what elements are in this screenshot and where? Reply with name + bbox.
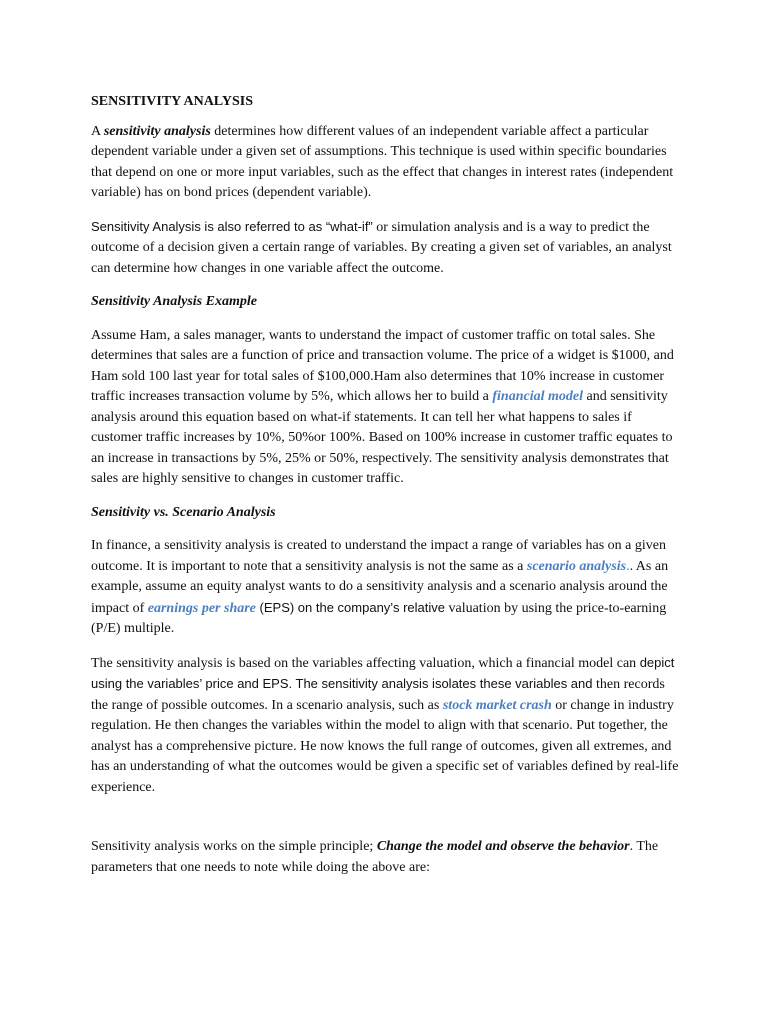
page-title: SENSITIVITY ANALYSIS — [91, 94, 253, 109]
principle-paragraph — [91, 837, 683, 878]
example-heading: Sensitivity Analysis Example — [91, 294, 257, 309]
scenario-analysis-link[interactable]: scenario analysis — [526, 558, 627, 574]
intro-term: sensitivity analysis — [103, 123, 211, 139]
comparison-text-after: valuation by using the price-to-earning (P/E) multiple. — [91, 600, 667, 636]
what-if-paragraph — [91, 217, 683, 280]
intro-paragraph — [91, 122, 683, 204]
valuation-text-before: The sensitivity analysis is based on the variables affecting valuation, which a financial model can — [91, 655, 640, 671]
stock-market-crash-link[interactable]: stock market crash — [442, 697, 552, 713]
principle-text-before: Sensitivity analysis works on the simple principle; — [91, 839, 377, 854]
valuation-text-mid: then records the range of possible outcomes. In a scenario analysis, such as — [91, 677, 665, 713]
scenario-analysis-period: . — [626, 558, 630, 574]
intro-text: determines how different values of an independent variable affect a particular dependent variable under a given set of assumptions. This technique is used within specific boundaries that depend on one or more input variables, such as the effect that changes in interest rates (independent variable) has on bond prices (dependent variable). — [91, 123, 674, 200]
document-page — [91, 92, 683, 891]
comparison-paragraph — [91, 536, 683, 640]
valuation-calibri-text: depict using the variables’ price and EPS. The sensitivity analysis isolates these variables and — [91, 654, 675, 691]
example-text-after: and sensitivity analysis around this equation based on what-if statements. It can tell her what happens to sales if customer traffic increases by 10%, 50%or 100%. Based on 100% increase in customer traffic equates to an increase in transactions by 5%, 25% or 50%, respectively. The sensitivity analysis demonstrates that sales are highly sensitive to changes in customer traffic. — [91, 389, 673, 486]
principle-text-after: . The parameters that one needs to note while doing the above are: — [91, 839, 659, 875]
example-text-before: Assume Ham, a sales manager, wants to understand the impact of customer traffic on total sales. She determines that sales are a function of price and transaction volume. The price of a widget is $1000, and Ham sold 100 last year for total sales of $100,000.Ham also determines that 10% increase in customer traffic increases transaction volume by 5%, which allows her to build a — [91, 327, 674, 404]
what-if-lead: Sensitivity Analysis is also referred to as “what-if” — [91, 218, 373, 234]
principle-emphasis: Change the model and observe the behavior — [376, 839, 630, 854]
comparison-text-mid: . As an example, assume an equity analyst wants to do a sensitivity analysis and a scenario analysis around the impact of — [91, 558, 669, 616]
valuation-text-after: or change in industry regulation. He then changes the variables within the model to align with that scenario. Put together, the analyst has a comprehensive picture. He now knows the full range of outcomes, given all extremes, and has an understanding of what the outcomes would be given a specific set of variables defined by real-life experience. — [91, 697, 679, 795]
intro-article: A — [91, 123, 104, 139]
comparison-text-before: In finance, a sensitivity analysis is created to understand the impact a range of variables has on a given outcome. It is important to note that a sensitivity analysis is not the same as a — [91, 538, 666, 574]
valuation-paragraph — [91, 653, 683, 799]
what-if-text: or simulation analysis and is a way to predict the outcome of a decision given a certain range of variables. By creating a given set of variables, an analyst can determine how changes in one variable affect the outcome. — [91, 219, 672, 276]
financial-model-link[interactable]: financial model — [492, 389, 583, 404]
example-paragraph — [91, 326, 683, 490]
paragraph-gap — [91, 811, 683, 837]
earnings-per-share-link[interactable]: earnings per share — [147, 600, 256, 616]
comparison-eps-text: (EPS) on the company’s relative — [255, 599, 445, 615]
comparison-heading: Sensitivity vs. Scenario Analysis — [91, 504, 276, 520]
